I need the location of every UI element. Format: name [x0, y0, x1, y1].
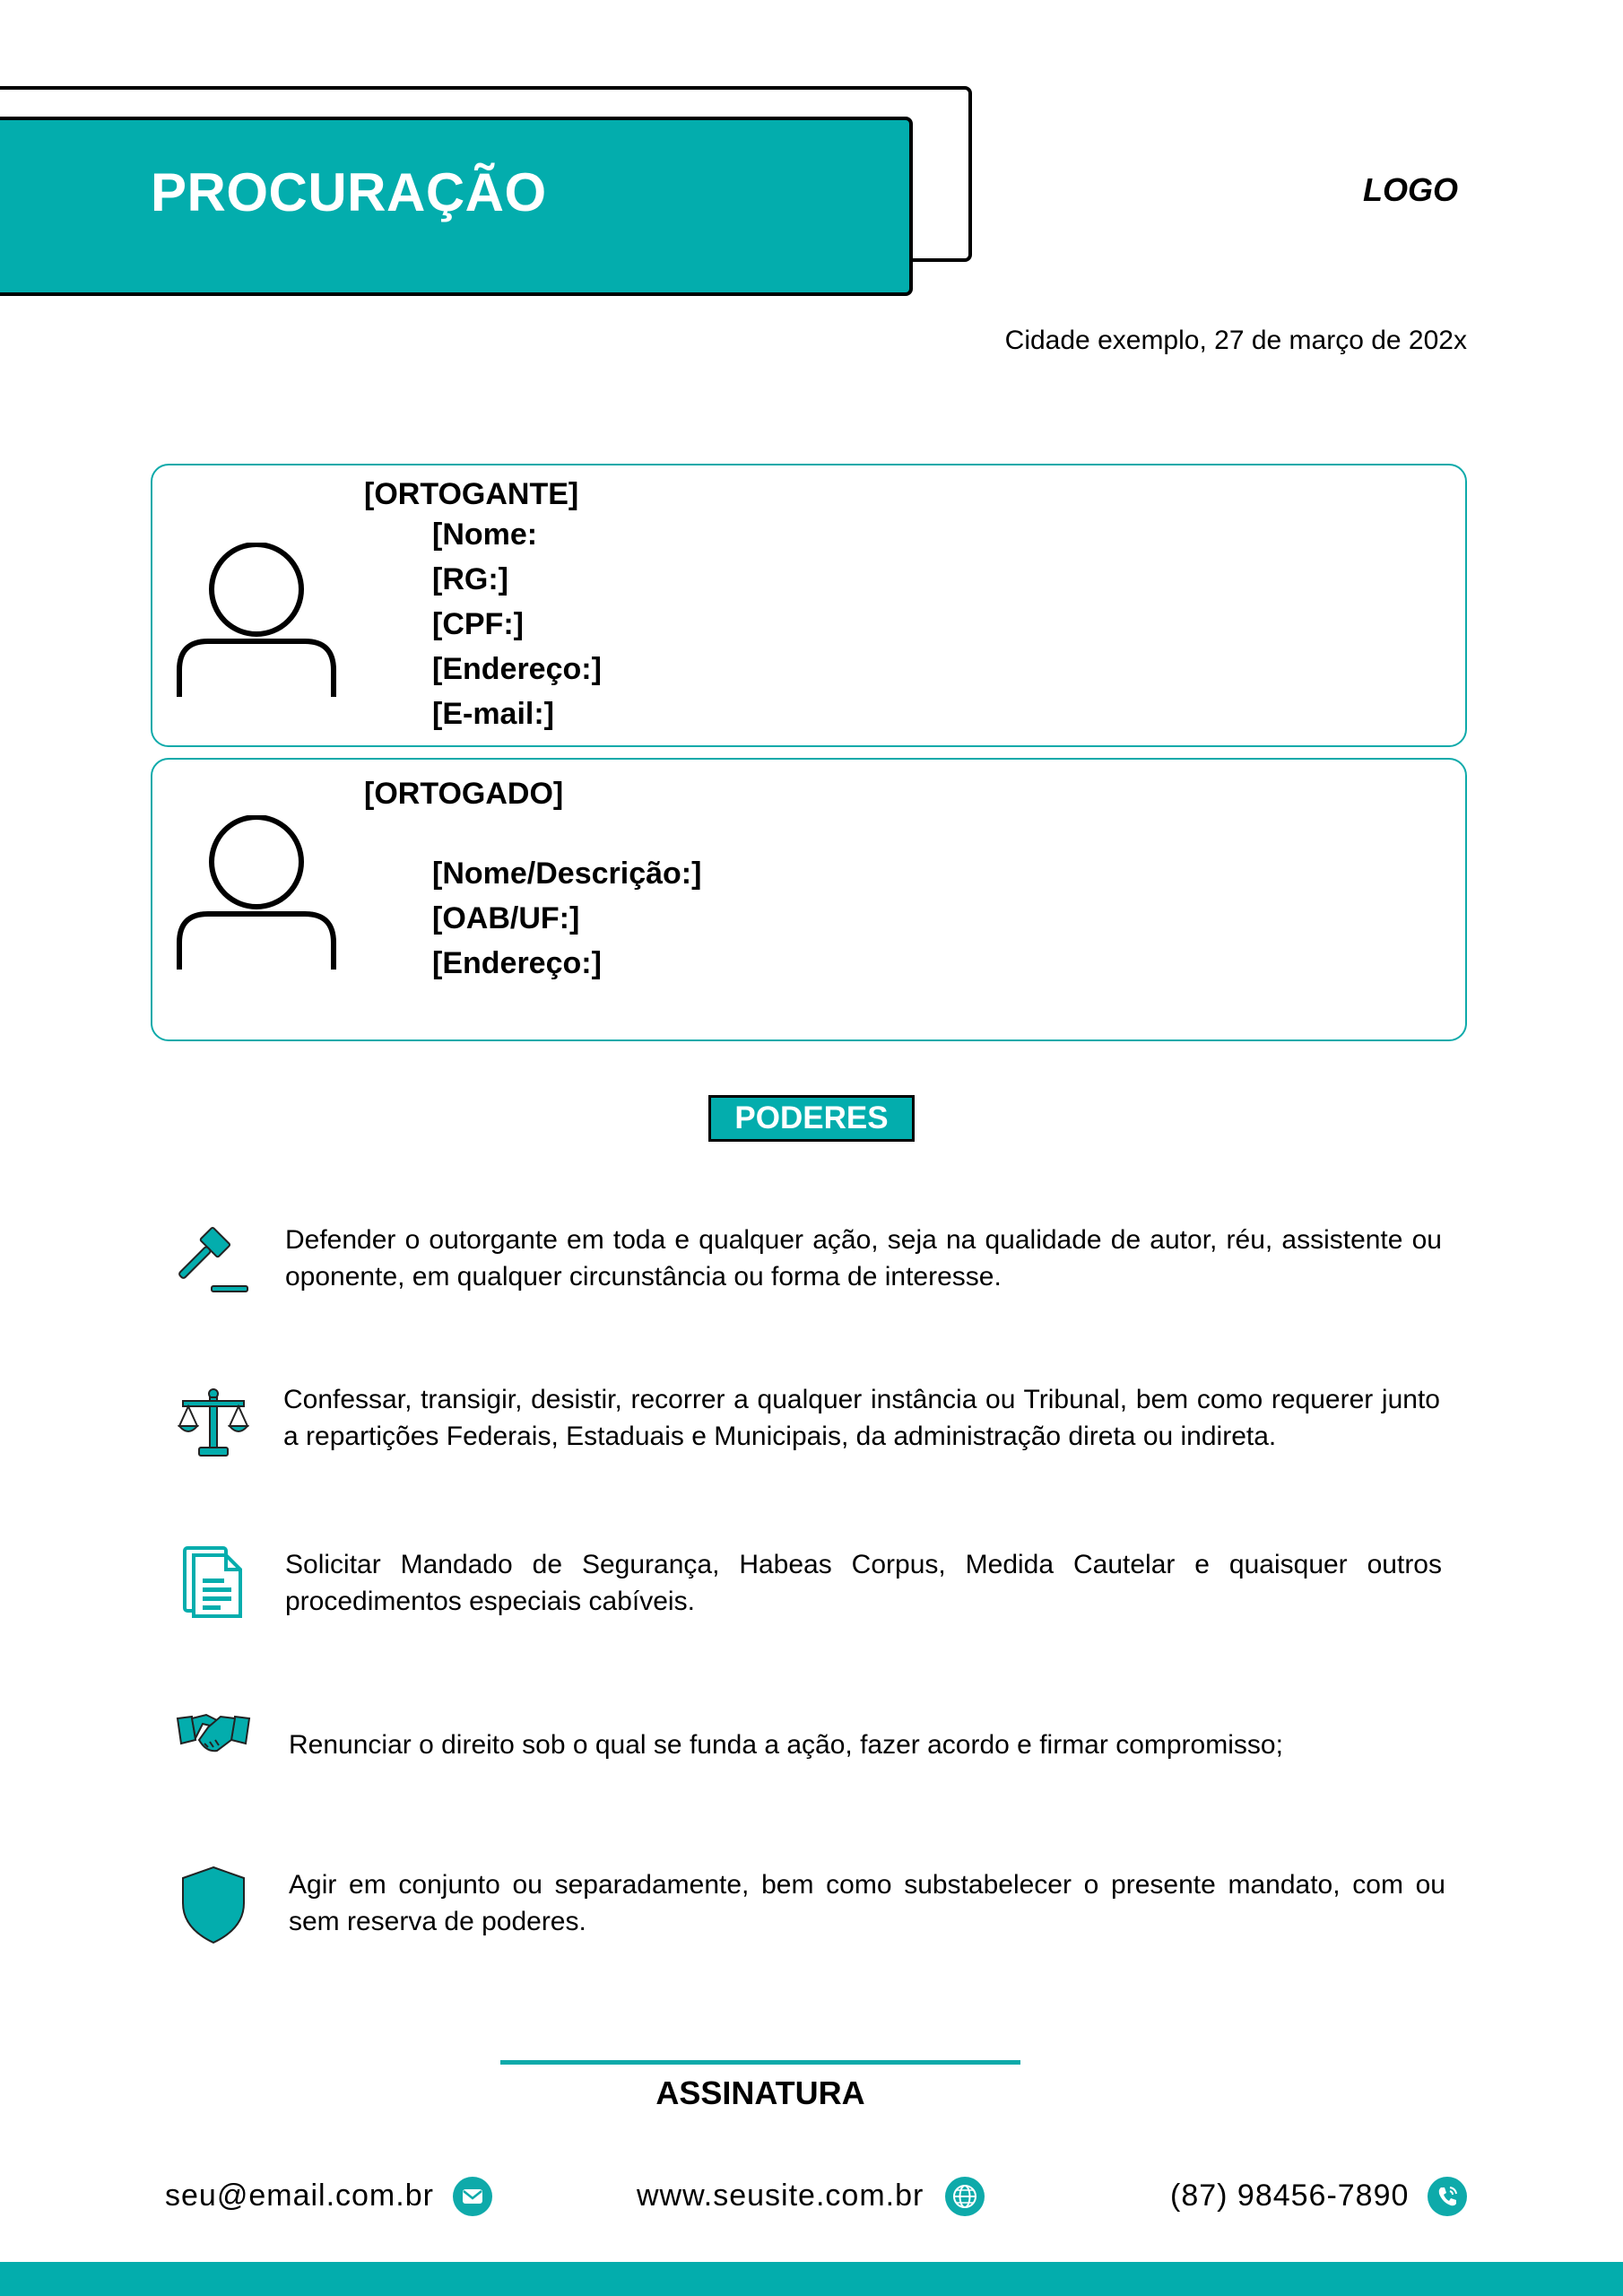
power-item-text: Renunciar o direito sob o qual se funda a ação, fazer acordo e firmar compromisso;: [289, 1730, 1283, 1760]
power-item-text: Defender o outorgante em toda e qualquer ação, seja na qualidade de autor, réu, assistente ou oponente, em qualquer circunstância ou forma de interesse.: [285, 1225, 1442, 1292]
grantor-card: [151, 464, 1467, 747]
grantor-address-field: [Endereço:]: [432, 652, 602, 686]
contact-email[interactable]: seu@email.com.br: [165, 2179, 434, 2213]
logo-placeholder: LOGO: [1363, 171, 1458, 208]
scales-icon: [176, 1387, 251, 1462]
signature-line: [500, 2060, 1020, 2065]
power-item-text: Confessar, transigir, desistir, recorrer a qualquer instância ou Tribunal, bem como requerer junto a repartições Federais, Estaduais e Municipais, da administração direta ou indireta.: [283, 1385, 1440, 1451]
powers-heading: PODERES: [708, 1095, 915, 1142]
grantee-name-field: [Nome/Descrição:]: [432, 857, 702, 891]
grantor-cpf-field: [CPF:]: [432, 607, 524, 641]
grantor-role-label: [ORTOGANTE]: [364, 477, 579, 511]
contact-phone[interactable]: (87) 98456-7890: [1170, 2179, 1410, 2213]
grantee-fields: [432, 851, 701, 986]
phone-icon: [1428, 2177, 1467, 2216]
grantee-oab-field: [OAB/UF:]: [432, 901, 580, 935]
date-line: Cidade exemplo, 27 de março de 202x: [1004, 326, 1467, 355]
grantor-name-field: [Nome:: [432, 517, 538, 552]
power-item-text: Solicitar Mandado de Segurança, Habeas Corpus, Medida Cautelar e quaisquer outros procedimentos especiais cabíveis.: [285, 1550, 1442, 1616]
globe-icon: [945, 2177, 985, 2216]
documents-icon: [176, 1544, 251, 1620]
signature-label: ASSINATURA: [655, 2074, 865, 2111]
gavel-icon: [176, 1224, 251, 1300]
grantor-email-field: [E-mail:]: [432, 697, 554, 731]
user-avatar-icon: [176, 815, 346, 986]
email-icon: [453, 2177, 492, 2216]
user-avatar-icon: [176, 543, 346, 713]
grantor-rg-field: [RG:]: [432, 562, 508, 596]
contact-website[interactable]: www.seusite.com.br: [637, 2179, 924, 2213]
footer-bar: [0, 2262, 1623, 2296]
grantee-card: [151, 758, 1467, 1041]
grantee-address-field: [Endereço:]: [432, 946, 602, 980]
document-title: PROCURAÇÃO: [151, 162, 547, 222]
grantor-fields: [432, 512, 602, 736]
grantee-role-label: [ORTOGADO]: [364, 777, 564, 811]
shield-icon: [176, 1864, 251, 1944]
power-item-text: Agir em conjunto ou separadamente, bem como substabelecer o presente mandato, com ou sem reserva de poderes.: [289, 1870, 1445, 1936]
handshake-icon: [176, 1708, 251, 1761]
